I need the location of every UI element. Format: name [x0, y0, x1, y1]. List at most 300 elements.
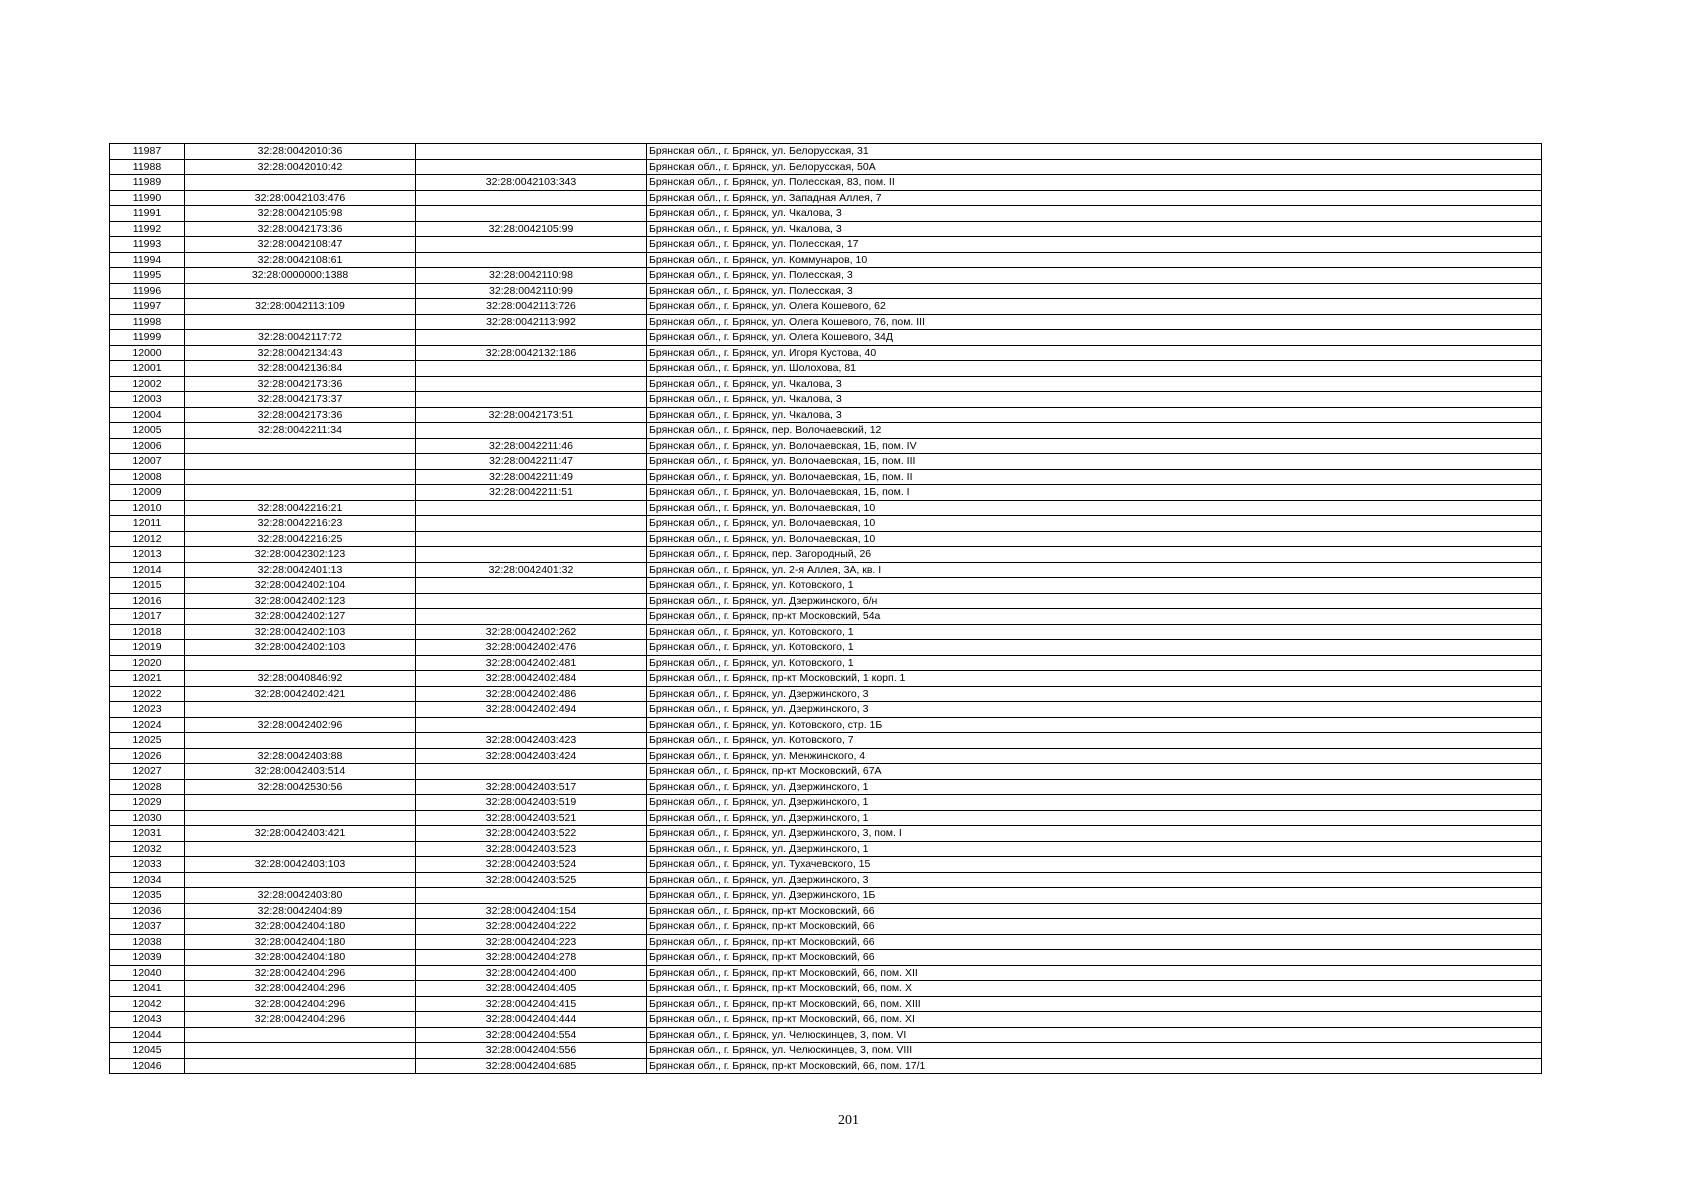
table-row — [110, 996, 1542, 1012]
address-cell: Брянская обл., г. Брянск, ул. Котовского, 7 — [647, 733, 1542, 749]
cadastral-number-cell: 32:28:0042403:88 — [185, 748, 416, 764]
table-row — [110, 268, 1542, 284]
table-row — [110, 686, 1542, 702]
row-number-cell: 12035 — [110, 888, 185, 904]
premises-cadastral-number-cell — [416, 376, 647, 392]
table-row — [110, 330, 1542, 346]
cadastral-number-cell: 32:28:0042404:296 — [185, 965, 416, 981]
cadastral-number-cell: 32:28:0042402:103 — [185, 640, 416, 656]
address-cell: Брянская обл., г. Брянск, пр-кт Московский, 66 — [647, 934, 1542, 950]
premises-cadastral-number-cell: 32:28:0042402:494 — [416, 702, 647, 718]
row-number-cell: 11992 — [110, 221, 185, 237]
cadastral-number-cell — [185, 655, 416, 671]
address-cell: Брянская обл., г. Брянск, ул. Дзержинского, 1 — [647, 795, 1542, 811]
cadastral-number-cell — [185, 454, 416, 470]
row-number-cell: 12016 — [110, 593, 185, 609]
table-row — [110, 1058, 1542, 1074]
premises-cadastral-number-cell: 32:28:0042403:423 — [416, 733, 647, 749]
cadastral-number-cell: 32:28:0042113:109 — [185, 299, 416, 315]
row-number-cell: 12046 — [110, 1058, 185, 1074]
address-cell: Брянская обл., г. Брянск, ул. Волочаевская, 1Б, пом. I — [647, 485, 1542, 501]
address-cell: Брянская обл., г. Брянск, ул. Олега Кошевого, 34Д — [647, 330, 1542, 346]
table-row — [110, 872, 1542, 888]
cadastral-number-cell: 32:28:0042402:127 — [185, 609, 416, 625]
table-row — [110, 1027, 1542, 1043]
row-number-cell: 12040 — [110, 965, 185, 981]
address-cell: Брянская обл., г. Брянск, ул. Белорусская, 31 — [647, 144, 1542, 160]
address-cell: Брянская обл., г. Брянск, ул. Игоря Кустова, 40 — [647, 345, 1542, 361]
cadastral-number-cell: 32:28:0042402:123 — [185, 593, 416, 609]
premises-cadastral-number-cell: 32:28:0042404:444 — [416, 1012, 647, 1028]
address-cell: Брянская обл., г. Брянск, пр-кт Московский, 66 — [647, 950, 1542, 966]
cadastral-number-cell — [185, 314, 416, 330]
cadastral-number-cell: 32:28:0042173:36 — [185, 376, 416, 392]
table-row — [110, 717, 1542, 733]
premises-cadastral-number-cell: 32:28:0042403:525 — [416, 872, 647, 888]
row-number-cell: 11999 — [110, 330, 185, 346]
premises-cadastral-number-cell: 32:28:0042401:32 — [416, 562, 647, 578]
premises-cadastral-number-cell: 32:28:0042110:99 — [416, 283, 647, 299]
address-cell: Брянская обл., г. Брянск, ул. Дзержинского, 3 — [647, 702, 1542, 718]
cadastral-number-cell: 32:28:0042404:89 — [185, 903, 416, 919]
row-number-cell: 12013 — [110, 547, 185, 563]
premises-cadastral-number-cell — [416, 361, 647, 377]
row-number-cell: 12044 — [110, 1027, 185, 1043]
address-cell: Брянская обл., г. Брянск, ул. Волочаевская, 10 — [647, 516, 1542, 532]
cadastral-number-cell: 32:28:0042010:42 — [185, 159, 416, 175]
address-cell: Брянская обл., г. Брянск, ул. 2-я Аллея, 3А, кв. I — [647, 562, 1542, 578]
cadastral-number-cell: 32:28:0042108:61 — [185, 252, 416, 268]
table-row — [110, 841, 1542, 857]
address-cell: Брянская обл., г. Брянск, пр-кт Московский, 66 — [647, 903, 1542, 919]
premises-cadastral-number-cell: 32:28:0042211:51 — [416, 485, 647, 501]
table-row — [110, 206, 1542, 222]
cadastral-number-cell: 32:28:0042108:47 — [185, 237, 416, 253]
table-row — [110, 965, 1542, 981]
premises-cadastral-number-cell: 32:28:0042404:405 — [416, 981, 647, 997]
cadastral-number-cell: 32:28:0042404:180 — [185, 919, 416, 935]
premises-cadastral-number-cell: 32:28:0042103:343 — [416, 175, 647, 191]
table-row — [110, 547, 1542, 563]
row-number-cell: 12037 — [110, 919, 185, 935]
address-cell: Брянская обл., г. Брянск, ул. Челюскинцев, 3, пом. VI — [647, 1027, 1542, 1043]
cadastral-number-cell: 32:28:0042402:104 — [185, 578, 416, 594]
premises-cadastral-number-cell: 32:28:0042404:223 — [416, 934, 647, 950]
premises-cadastral-number-cell: 32:28:0042402:476 — [416, 640, 647, 656]
cadastral-number-cell: 32:28:0042403:514 — [185, 764, 416, 780]
row-number-cell: 12023 — [110, 702, 185, 718]
cadastral-number-cell: 32:28:0042105:98 — [185, 206, 416, 222]
premises-cadastral-number-cell — [416, 609, 647, 625]
address-cell: Брянская обл., г. Брянск, ул. Олега Кошевого, 76, пом. III — [647, 314, 1542, 330]
premises-cadastral-number-cell: 32:28:0042403:519 — [416, 795, 647, 811]
address-cell: Брянская обл., г. Брянск, ул. Котовского, стр. 1Б — [647, 717, 1542, 733]
row-number-cell: 12034 — [110, 872, 185, 888]
cadastral-number-cell: 32:28:0042173:36 — [185, 221, 416, 237]
table-row — [110, 159, 1542, 175]
cadastral-number-cell — [185, 469, 416, 485]
premises-cadastral-number-cell: 32:28:0042132:186 — [416, 345, 647, 361]
cadastral-number-cell: 32:28:0042530:56 — [185, 779, 416, 795]
row-number-cell: 12043 — [110, 1012, 185, 1028]
table-row — [110, 407, 1542, 423]
table-row — [110, 702, 1542, 718]
table-row — [110, 748, 1542, 764]
cadastral-number-cell: 32:28:0042404:180 — [185, 950, 416, 966]
table-row — [110, 903, 1542, 919]
address-cell: Брянская обл., г. Брянск, пр-кт Московский, 66, пом. XI — [647, 1012, 1542, 1028]
cadastral-number-cell: 32:28:0042216:23 — [185, 516, 416, 532]
table-row — [110, 640, 1542, 656]
table-row — [110, 934, 1542, 950]
table-row — [110, 810, 1542, 826]
row-number-cell: 12014 — [110, 562, 185, 578]
table-row — [110, 981, 1542, 997]
property-register-table — [109, 143, 1542, 1074]
cadastral-number-cell — [185, 283, 416, 299]
premises-cadastral-number-cell: 32:28:0042402:262 — [416, 624, 647, 640]
address-cell: Брянская обл., г. Брянск, ул. Дзержинского, 3 — [647, 686, 1542, 702]
table-row — [110, 609, 1542, 625]
premises-cadastral-number-cell — [416, 547, 647, 563]
address-cell: Брянская обл., г. Брянск, ул. Полесская, 3 — [647, 268, 1542, 284]
row-number-cell: 12001 — [110, 361, 185, 377]
table-row — [110, 826, 1542, 842]
table-row — [110, 578, 1542, 594]
premises-cadastral-number-cell — [416, 888, 647, 904]
address-cell: Брянская обл., г. Брянск, ул. Чкалова, 3 — [647, 407, 1542, 423]
cadastral-number-cell: 32:28:0042103:476 — [185, 190, 416, 206]
row-number-cell: 12032 — [110, 841, 185, 857]
row-number-cell: 11993 — [110, 237, 185, 253]
table-row — [110, 361, 1542, 377]
address-cell: Брянская обл., г. Брянск, пр-кт Московский, 66, пом. X — [647, 981, 1542, 997]
table-row — [110, 454, 1542, 470]
premises-cadastral-number-cell — [416, 593, 647, 609]
row-number-cell: 12041 — [110, 981, 185, 997]
row-number-cell: 12022 — [110, 686, 185, 702]
premises-cadastral-number-cell — [416, 531, 647, 547]
premises-cadastral-number-cell: 32:28:0042404:556 — [416, 1043, 647, 1059]
table-row — [110, 175, 1542, 191]
row-number-cell: 12025 — [110, 733, 185, 749]
premises-cadastral-number-cell — [416, 330, 647, 346]
cadastral-number-cell — [185, 702, 416, 718]
premises-cadastral-number-cell: 32:28:0042173:51 — [416, 407, 647, 423]
address-cell: Брянская обл., г. Брянск, ул. Чкалова, 3 — [647, 376, 1542, 392]
address-cell: Брянская обл., г. Брянск, пр-кт Московский, 1 корп. 1 — [647, 671, 1542, 687]
table-row — [110, 733, 1542, 749]
row-number-cell: 12027 — [110, 764, 185, 780]
row-number-cell: 11988 — [110, 159, 185, 175]
cadastral-number-cell: 32:28:0042401:13 — [185, 562, 416, 578]
address-cell: Брянская обл., г. Брянск, ул. Белорусская, 50А — [647, 159, 1542, 175]
cadastral-number-cell: 32:28:0042402:103 — [185, 624, 416, 640]
row-number-cell: 11990 — [110, 190, 185, 206]
cadastral-number-cell — [185, 795, 416, 811]
address-cell: Брянская обл., г. Брянск, ул. Волочаевская, 10 — [647, 500, 1542, 516]
premises-cadastral-number-cell — [416, 717, 647, 733]
cadastral-number-cell — [185, 841, 416, 857]
row-number-cell: 12000 — [110, 345, 185, 361]
cadastral-number-cell — [185, 175, 416, 191]
row-number-cell: 12011 — [110, 516, 185, 532]
row-number-cell: 12009 — [110, 485, 185, 501]
row-number-cell: 12002 — [110, 376, 185, 392]
row-number-cell: 11996 — [110, 283, 185, 299]
premises-cadastral-number-cell — [416, 423, 647, 439]
page-number: 201 — [838, 1113, 859, 1128]
address-cell: Брянская обл., г. Брянск, ул. Волочаевская, 1Б, пом. III — [647, 454, 1542, 470]
premises-cadastral-number-cell: 32:28:0042404:685 — [416, 1058, 647, 1074]
row-number-cell: 12038 — [110, 934, 185, 950]
address-cell: Брянская обл., г. Брянск, пр-кт Московский, 66, пом. 17/1 — [647, 1058, 1542, 1074]
premises-cadastral-number-cell: 32:28:0042402:481 — [416, 655, 647, 671]
premises-cadastral-number-cell — [416, 764, 647, 780]
address-cell: Брянская обл., г. Брянск, пр-кт Московский, 66, пом. XII — [647, 965, 1542, 981]
premises-cadastral-number-cell: 32:28:0042403:524 — [416, 857, 647, 873]
premises-cadastral-number-cell — [416, 206, 647, 222]
table-row — [110, 376, 1542, 392]
cadastral-number-cell: 32:28:0042216:25 — [185, 531, 416, 547]
cadastral-number-cell: 32:28:0042404:296 — [185, 1012, 416, 1028]
table-row — [110, 221, 1542, 237]
table-row — [110, 764, 1542, 780]
premises-cadastral-number-cell — [416, 578, 647, 594]
row-number-cell: 12004 — [110, 407, 185, 423]
premises-cadastral-number-cell — [416, 144, 647, 160]
table-row — [110, 237, 1542, 253]
row-number-cell: 12020 — [110, 655, 185, 671]
premises-cadastral-number-cell — [416, 392, 647, 408]
row-number-cell: 11998 — [110, 314, 185, 330]
cadastral-number-cell: 32:28:0042402:421 — [185, 686, 416, 702]
row-number-cell: 11987 — [110, 144, 185, 160]
address-cell: Брянская обл., г. Брянск, пер. Волочаевский, 12 — [647, 423, 1542, 439]
row-number-cell: 12026 — [110, 748, 185, 764]
address-cell: Брянская обл., г. Брянск, пр-кт Московский, 66, пом. XIII — [647, 996, 1542, 1012]
row-number-cell: 12030 — [110, 810, 185, 826]
row-number-cell: 12018 — [110, 624, 185, 640]
row-number-cell: 11991 — [110, 206, 185, 222]
address-cell: Брянская обл., г. Брянск, ул. Дзержинского, 3, пом. I — [647, 826, 1542, 842]
address-cell: Брянская обл., г. Брянск, ул. Котовского, 1 — [647, 578, 1542, 594]
table-row — [110, 1043, 1542, 1059]
address-cell: Брянская обл., г. Брянск, ул. Котовского, 1 — [647, 624, 1542, 640]
premises-cadastral-number-cell: 32:28:0042211:47 — [416, 454, 647, 470]
cadastral-number-cell: 32:28:0042216:21 — [185, 500, 416, 516]
cadastral-number-cell: 32:28:0042404:296 — [185, 981, 416, 997]
premises-cadastral-number-cell: 32:28:0042403:523 — [416, 841, 647, 857]
address-cell: Брянская обл., г. Брянск, ул. Полесская, 17 — [647, 237, 1542, 253]
cadastral-number-cell: 32:28:0042173:37 — [185, 392, 416, 408]
cadastral-number-cell: 32:28:0042211:34 — [185, 423, 416, 439]
table-row — [110, 593, 1542, 609]
row-number-cell: 11995 — [110, 268, 185, 284]
cadastral-number-cell: 32:28:0042302:123 — [185, 547, 416, 563]
cadastral-number-cell: 32:28:0042136:84 — [185, 361, 416, 377]
table-row — [110, 1012, 1542, 1028]
table-row — [110, 438, 1542, 454]
cadastral-number-cell — [185, 1058, 416, 1074]
row-number-cell: 12007 — [110, 454, 185, 470]
premises-cadastral-number-cell: 32:28:0042404:154 — [416, 903, 647, 919]
premises-cadastral-number-cell — [416, 516, 647, 532]
cadastral-number-cell — [185, 872, 416, 888]
row-number-cell: 12031 — [110, 826, 185, 842]
cadastral-number-cell — [185, 810, 416, 826]
premises-cadastral-number-cell: 32:28:0042404:415 — [416, 996, 647, 1012]
table-row — [110, 345, 1542, 361]
table-row — [110, 469, 1542, 485]
premises-cadastral-number-cell: 32:28:0042402:484 — [416, 671, 647, 687]
row-number-cell: 12024 — [110, 717, 185, 733]
address-cell: Брянская обл., г. Брянск, пр-кт Московский, 54а — [647, 609, 1542, 625]
table-row — [110, 144, 1542, 160]
row-number-cell: 11989 — [110, 175, 185, 191]
address-cell: Брянская обл., г. Брянск, ул. Дзержинского, 1 — [647, 841, 1542, 857]
row-number-cell: 12012 — [110, 531, 185, 547]
address-cell: Брянская обл., г. Брянск, ул. Челюскинцев, 3, пом. VIII — [647, 1043, 1542, 1059]
row-number-cell: 12006 — [110, 438, 185, 454]
address-cell: Брянская обл., г. Брянск, ул. Дзержинского, б/н — [647, 593, 1542, 609]
row-number-cell: 12039 — [110, 950, 185, 966]
table-row — [110, 516, 1542, 532]
cadastral-number-cell: 32:28:0042403:80 — [185, 888, 416, 904]
address-cell: Брянская обл., г. Брянск, ул. Шолохова, 81 — [647, 361, 1542, 377]
premises-cadastral-number-cell: 32:28:0042403:522 — [416, 826, 647, 842]
row-number-cell: 12029 — [110, 795, 185, 811]
premises-cadastral-number-cell — [416, 237, 647, 253]
address-cell: Брянская обл., г. Брянск, ул. Чкалова, 3 — [647, 392, 1542, 408]
address-cell: Брянская обл., г. Брянск, ул. Волочаевская, 1Б, пом. IV — [647, 438, 1542, 454]
address-cell: Брянская обл., г. Брянск, ул. Полесская, 83, пом. II — [647, 175, 1542, 191]
row-number-cell: 12033 — [110, 857, 185, 873]
row-number-cell: 12005 — [110, 423, 185, 439]
table-row — [110, 423, 1542, 439]
table-row — [110, 531, 1542, 547]
cadastral-number-cell: 32:28:0042173:36 — [185, 407, 416, 423]
cadastral-number-cell: 32:28:0000000:1388 — [185, 268, 416, 284]
table-row — [110, 392, 1542, 408]
table-row — [110, 500, 1542, 516]
premises-cadastral-number-cell — [416, 500, 647, 516]
cadastral-number-cell — [185, 733, 416, 749]
address-cell: Брянская обл., г. Брянск, ул. Чкалова, 3 — [647, 221, 1542, 237]
table-row — [110, 190, 1542, 206]
row-number-cell: 12028 — [110, 779, 185, 795]
address-cell: Брянская обл., г. Брянск, ул. Олега Кошевого, 62 — [647, 299, 1542, 315]
premises-cadastral-number-cell: 32:28:0042113:992 — [416, 314, 647, 330]
cadastral-number-cell — [185, 485, 416, 501]
premises-cadastral-number-cell: 32:28:0042403:517 — [416, 779, 647, 795]
premises-cadastral-number-cell: 32:28:0042404:554 — [416, 1027, 647, 1043]
premises-cadastral-number-cell: 32:28:0042403:521 — [416, 810, 647, 826]
cadastral-number-cell: 32:28:0042403:103 — [185, 857, 416, 873]
cadastral-number-cell: 32:28:0042402:96 — [185, 717, 416, 733]
row-number-cell: 11997 — [110, 299, 185, 315]
row-number-cell: 12008 — [110, 469, 185, 485]
row-number-cell: 12017 — [110, 609, 185, 625]
address-cell: Брянская обл., г. Брянск, пр-кт Московский, 67А — [647, 764, 1542, 780]
cadastral-number-cell: 32:28:0042404:180 — [185, 934, 416, 950]
row-number-cell: 11994 — [110, 252, 185, 268]
table-row — [110, 795, 1542, 811]
cadastral-number-cell: 32:28:0042010:36 — [185, 144, 416, 160]
cadastral-number-cell: 32:28:0042404:296 — [185, 996, 416, 1012]
cadastral-number-cell — [185, 438, 416, 454]
row-number-cell: 12042 — [110, 996, 185, 1012]
row-number-cell: 12010 — [110, 500, 185, 516]
cadastral-number-cell — [185, 1027, 416, 1043]
table-row — [110, 624, 1542, 640]
premises-cadastral-number-cell: 32:28:0042404:278 — [416, 950, 647, 966]
table-row — [110, 779, 1542, 795]
premises-cadastral-number-cell: 32:28:0042110:98 — [416, 268, 647, 284]
cadastral-number-cell: 32:28:0040846:92 — [185, 671, 416, 687]
premises-cadastral-number-cell: 32:28:0042105:99 — [416, 221, 647, 237]
address-cell: Брянская обл., г. Брянск, ул. Волочаевская, 1Б, пом. II — [647, 469, 1542, 485]
premises-cadastral-number-cell: 32:28:0042113:726 — [416, 299, 647, 315]
table-row — [110, 485, 1542, 501]
table-row — [110, 252, 1542, 268]
premises-cadastral-number-cell — [416, 190, 647, 206]
address-cell: Брянская обл., г. Брянск, ул. Полесская, 3 — [647, 283, 1542, 299]
table-row — [110, 562, 1542, 578]
table-row — [110, 283, 1542, 299]
address-cell: Брянская обл., г. Брянск, ул. Дзержинского, 1Б — [647, 888, 1542, 904]
cadastral-number-cell — [185, 1043, 416, 1059]
cadastral-number-cell: 32:28:0042134:43 — [185, 345, 416, 361]
premises-cadastral-number-cell: 32:28:0042403:424 — [416, 748, 647, 764]
address-cell: Брянская обл., г. Брянск, ул. Волочаевская, 10 — [647, 531, 1542, 547]
address-cell: Брянская обл., г. Брянск, ул. Менжинского, 4 — [647, 748, 1542, 764]
row-number-cell: 12015 — [110, 578, 185, 594]
row-number-cell: 12019 — [110, 640, 185, 656]
row-number-cell: 12036 — [110, 903, 185, 919]
address-cell: Брянская обл., г. Брянск, ул. Коммунаров, 10 — [647, 252, 1542, 268]
table-row — [110, 655, 1542, 671]
table-row — [110, 950, 1542, 966]
premises-cadastral-number-cell: 32:28:0042404:222 — [416, 919, 647, 935]
row-number-cell: 12021 — [110, 671, 185, 687]
premises-cadastral-number-cell: 32:28:0042402:486 — [416, 686, 647, 702]
table-row — [110, 919, 1542, 935]
table-row — [110, 888, 1542, 904]
address-cell: Брянская обл., г. Брянск, ул. Котовского, 1 — [647, 640, 1542, 656]
address-cell: Брянская обл., г. Брянск, ул. Западная Аллея, 7 — [647, 190, 1542, 206]
cadastral-number-cell: 32:28:0042117:72 — [185, 330, 416, 346]
table-body — [110, 144, 1542, 1074]
premises-cadastral-number-cell: 32:28:0042211:49 — [416, 469, 647, 485]
row-number-cell: 12003 — [110, 392, 185, 408]
table-row — [110, 671, 1542, 687]
address-cell: Брянская обл., г. Брянск, ул. Тухачевского, 15 — [647, 857, 1542, 873]
address-cell: Брянская обл., г. Брянск, ул. Дзержинского, 1 — [647, 779, 1542, 795]
table-row — [110, 314, 1542, 330]
address-cell: Брянская обл., г. Брянск, ул. Дзержинского, 3 — [647, 872, 1542, 888]
premises-cadastral-number-cell — [416, 252, 647, 268]
cadastral-number-cell: 32:28:0042403:421 — [185, 826, 416, 842]
address-cell: Брянская обл., г. Брянск, пр-кт Московский, 66 — [647, 919, 1542, 935]
address-cell: Брянская обл., г. Брянск, ул. Котовского, 1 — [647, 655, 1542, 671]
table-row — [110, 299, 1542, 315]
row-number-cell: 12045 — [110, 1043, 185, 1059]
address-cell: Брянская обл., г. Брянск, ул. Дзержинского, 1 — [647, 810, 1542, 826]
premises-cadastral-number-cell — [416, 159, 647, 175]
address-cell: Брянская обл., г. Брянск, ул. Чкалова, 3 — [647, 206, 1542, 222]
premises-cadastral-number-cell: 32:28:0042404:400 — [416, 965, 647, 981]
